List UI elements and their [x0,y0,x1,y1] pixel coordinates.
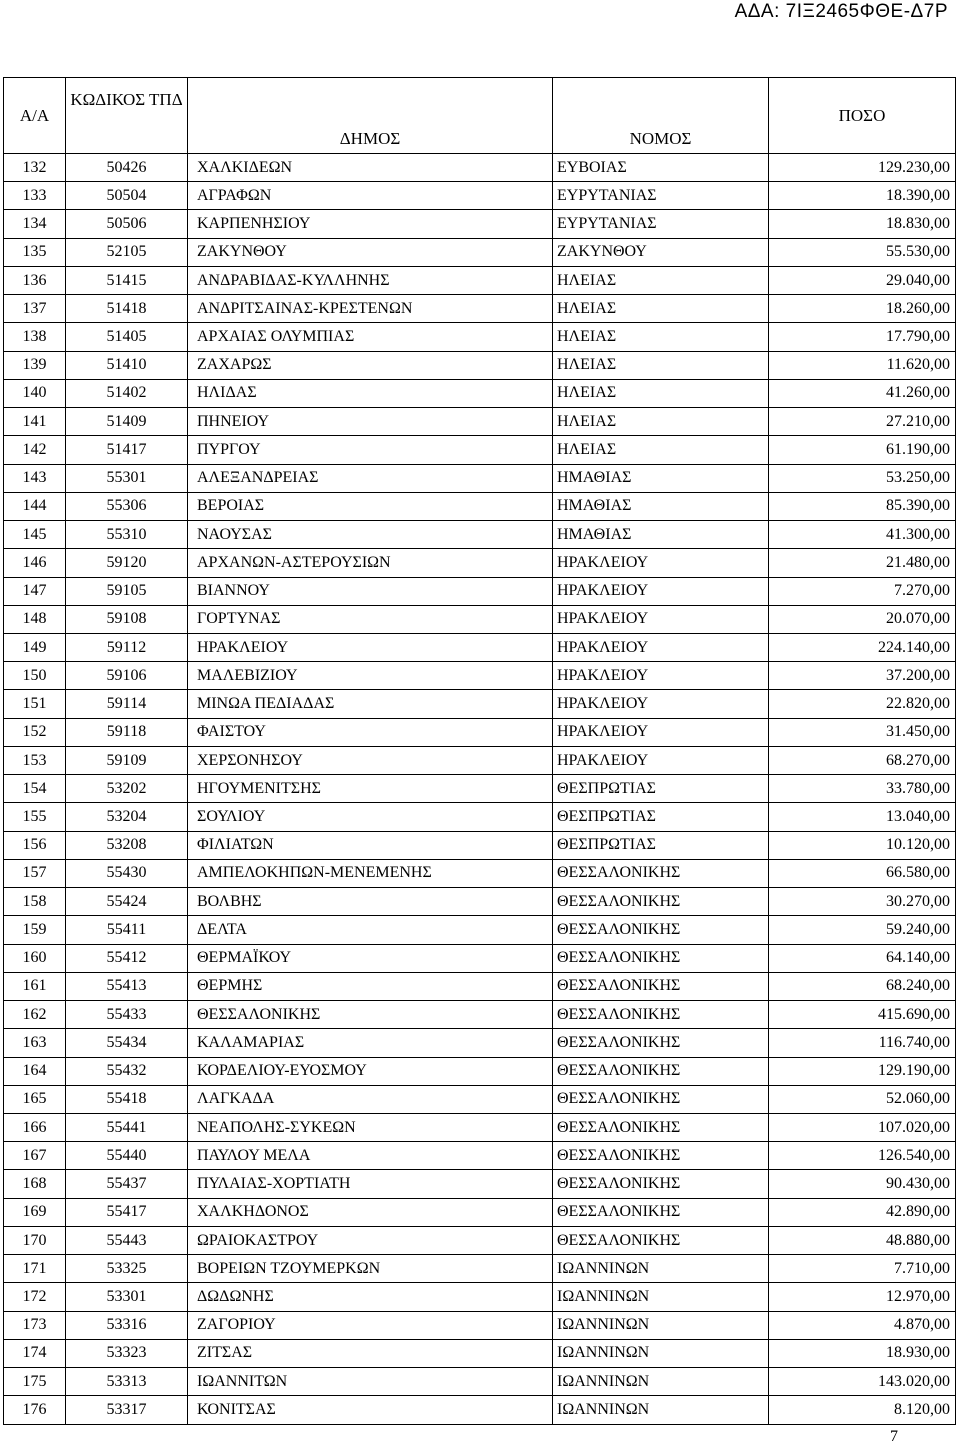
row-nomos-cell: ΘΕΣΠΡΩΤΙΑΣ [553,831,769,859]
table-row [4,408,956,436]
row-poso-cell: 59.240,00 [769,916,956,944]
row-dimos-cell: ΘΕΡΜΗΣ [188,972,553,1000]
row-nomos-cell: ΗΜΑΘΙΑΣ [553,521,769,549]
table-row [4,182,956,210]
row-poso-cell: 85.390,00 [769,492,956,520]
row-aa-cell: 174 [4,1339,66,1367]
row-nomos-cell: ΗΡΑΚΛΕΙΟΥ [553,718,769,746]
row-nomos-cell: ΘΕΣΣΑΛΟΝΙΚΗΣ [553,1113,769,1141]
row-dimos-cell: ΙΩΑΝΝΙΤΩΝ [188,1368,553,1396]
row-nomos-cell: ΗΡΑΚΛΕΙΟΥ [553,746,769,774]
row-code-cell: 55412 [66,944,188,972]
row-aa-cell: 160 [4,944,66,972]
row-poso-cell: 18.260,00 [769,295,956,323]
row-nomos-cell: ΗΜΑΘΙΑΣ [553,464,769,492]
row-dimos-cell: ΔΕΛΤΑ [188,916,553,944]
row-nomos-cell: ΙΩΑΝΝΙΝΩΝ [553,1255,769,1283]
row-code-cell: 51418 [66,295,188,323]
row-poso-cell: 11.620,00 [769,351,956,379]
row-nomos-cell: ΙΩΑΝΝΙΝΩΝ [553,1283,769,1311]
row-aa-cell: 146 [4,549,66,577]
row-dimos-cell: ΝΕΑΠΟΛΗΣ-ΣΥΚΕΩΝ [188,1113,553,1141]
row-dimos-cell: ΖΙΤΣΑΣ [188,1339,553,1367]
row-poso-cell: 33.780,00 [769,775,956,803]
table-row [4,492,956,520]
table-row [4,859,956,887]
table-header-row [4,78,956,154]
table-row [4,1368,956,1396]
row-dimos-cell: ΓΟΡΤΥΝΑΣ [188,605,553,633]
row-aa-cell: 171 [4,1255,66,1283]
row-nomos-cell: ΗΛΕΙΑΣ [553,379,769,407]
row-dimos-cell: ΑΝΔΡΙΤΣΑΙΝΑΣ-ΚΡΕΣΤΕΝΩΝ [188,295,553,323]
table-row [4,831,956,859]
row-nomos-cell: ΕΥΡΥΤΑΝΙΑΣ [553,182,769,210]
row-aa-cell: 143 [4,464,66,492]
row-code-cell: 51402 [66,379,188,407]
row-nomos-cell: ΘΕΣΣΑΛΟΝΙΚΗΣ [553,1085,769,1113]
row-aa-cell: 133 [4,182,66,210]
row-aa-cell: 167 [4,1142,66,1170]
row-code-cell: 55430 [66,859,188,887]
row-aa-cell: 140 [4,379,66,407]
row-code-cell: 55301 [66,464,188,492]
row-nomos-cell: ΘΕΣΣΑΛΟΝΙΚΗΣ [553,1057,769,1085]
row-poso-cell: 30.270,00 [769,888,956,916]
row-dimos-cell: ΑΡΧΑΝΩΝ-ΑΣΤΕΡΟΥΣΙΩΝ [188,549,553,577]
table-row [4,210,956,238]
row-dimos-cell: ΠΗΝΕΙΟΥ [188,408,553,436]
table-row [4,1311,956,1339]
row-dimos-cell: ΘΕΣΣΑΛΟΝΙΚΗΣ [188,1001,553,1029]
row-dimos-cell: ΑΓΡΑΦΩΝ [188,182,553,210]
row-poso-cell: 20.070,00 [769,605,956,633]
row-code-cell: 51410 [66,351,188,379]
table-row [4,154,956,182]
row-code-cell: 59105 [66,577,188,605]
row-code-cell: 55418 [66,1085,188,1113]
row-aa-cell: 144 [4,492,66,520]
row-dimos-cell: ΚΑΡΠΕΝΗΣΙΟΥ [188,210,553,238]
row-aa-cell: 150 [4,662,66,690]
table-row [4,1283,956,1311]
row-poso-cell: 61.190,00 [769,436,956,464]
row-aa-cell: 156 [4,831,66,859]
row-poso-cell: 10.120,00 [769,831,956,859]
row-dimos-cell: ΒΕΡΟΙΑΣ [188,492,553,520]
row-aa-cell: 166 [4,1113,66,1141]
row-aa-cell: 158 [4,888,66,916]
row-aa-cell: 132 [4,154,66,182]
row-code-cell: 55443 [66,1226,188,1254]
row-poso-cell: 107.020,00 [769,1113,956,1141]
row-poso-cell: 27.210,00 [769,408,956,436]
table-row [4,295,956,323]
row-poso-cell: 224.140,00 [769,633,956,661]
row-code-cell: 53301 [66,1283,188,1311]
row-aa-cell: 159 [4,916,66,944]
row-nomos-cell: ΗΜΑΘΙΑΣ [553,492,769,520]
row-poso-cell: 90.430,00 [769,1170,956,1198]
row-poso-cell: 29.040,00 [769,266,956,294]
table-row [4,916,956,944]
row-aa-cell: 173 [4,1311,66,1339]
row-code-cell: 53317 [66,1396,188,1424]
table-row [4,718,956,746]
row-poso-cell: 18.830,00 [769,210,956,238]
table-row [4,605,956,633]
row-dimos-cell: ΦΑΙΣΤΟΥ [188,718,553,746]
row-nomos-cell: ΗΛΕΙΑΣ [553,408,769,436]
row-dimos-cell: ΑΝΔΡΑΒΙΔΑΣ-ΚΥΛΛΗΝΗΣ [188,266,553,294]
row-poso-cell: 68.270,00 [769,746,956,774]
table-row [4,1057,956,1085]
row-code-cell: 53316 [66,1311,188,1339]
table-row [4,1198,956,1226]
row-poso-cell: 66.580,00 [769,859,956,887]
row-code-cell: 50426 [66,154,188,182]
row-poso-cell: 415.690,00 [769,1001,956,1029]
row-poso-cell: 52.060,00 [769,1085,956,1113]
row-code-cell: 55432 [66,1057,188,1085]
row-nomos-cell: ΗΛΕΙΑΣ [553,266,769,294]
row-dimos-cell: ΣΟΥΛΙΟΥ [188,803,553,831]
row-nomos-cell: ΘΕΣΣΑΛΟΝΙΚΗΣ [553,1226,769,1254]
row-code-cell: 59114 [66,690,188,718]
row-nomos-cell: ΗΡΑΚΛΕΙΟΥ [553,633,769,661]
table-row [4,888,956,916]
row-poso-cell: 42.890,00 [769,1198,956,1226]
row-poso-cell: 8.120,00 [769,1396,956,1424]
row-aa-cell: 170 [4,1226,66,1254]
row-code-cell: 59106 [66,662,188,690]
table-row [4,323,956,351]
row-nomos-cell: ΘΕΣΣΑΛΟΝΙΚΗΣ [553,888,769,916]
row-poso-cell: 12.970,00 [769,1283,956,1311]
row-dimos-cell: ΒΟΡΕΙΩΝ ΤΖΟΥΜΕΡΚΩΝ [188,1255,553,1283]
row-aa-cell: 154 [4,775,66,803]
allocation-table [3,77,956,1425]
row-poso-cell: 41.260,00 [769,379,956,407]
row-dimos-cell: ΑΛΕΞΑΝΔΡΕΙΑΣ [188,464,553,492]
row-code-cell: 55434 [66,1029,188,1057]
row-dimos-cell: ΝΑΟΥΣΑΣ [188,521,553,549]
row-poso-cell: 4.870,00 [769,1311,956,1339]
row-nomos-cell: ΗΡΑΚΛΕΙΟΥ [553,577,769,605]
row-poso-cell: 68.240,00 [769,972,956,1000]
row-nomos-cell: ΗΡΑΚΛΕΙΟΥ [553,605,769,633]
row-aa-cell: 145 [4,521,66,549]
row-poso-cell: 64.140,00 [769,944,956,972]
row-nomos-cell: ΗΡΑΚΛΕΙΟΥ [553,690,769,718]
row-dimos-cell: ΠΥΡΓΟΥ [188,436,553,464]
table-row [4,1226,956,1254]
table-row [4,1085,956,1113]
row-nomos-cell: ΕΥΡΥΤΑΝΙΑΣ [553,210,769,238]
row-code-cell: 55424 [66,888,188,916]
row-aa-cell: 138 [4,323,66,351]
row-aa-cell: 148 [4,605,66,633]
row-code-cell: 53202 [66,775,188,803]
row-aa-cell: 155 [4,803,66,831]
row-code-cell: 51417 [66,436,188,464]
row-dimos-cell: ΗΡΑΚΛΕΙΟΥ [188,633,553,661]
row-nomos-cell: ΘΕΣΣΑΛΟΝΙΚΗΣ [553,944,769,972]
col-header-code: ΚΩΔΙΚΟΣ ΤΠΔ [66,78,188,154]
col-header-poso: ΠΟΣΟ [769,78,956,154]
row-code-cell: 55417 [66,1198,188,1226]
row-nomos-cell: ΘΕΣΠΡΩΤΙΑΣ [553,775,769,803]
row-nomos-cell: ΘΕΣΣΑΛΟΝΙΚΗΣ [553,859,769,887]
page-number: 7 [890,1428,898,1445]
row-nomos-cell: ΗΛΕΙΑΣ [553,351,769,379]
table-row [4,1142,956,1170]
row-code-cell: 52105 [66,238,188,266]
table-row [4,944,956,972]
row-code-cell: 59108 [66,605,188,633]
row-dimos-cell: ΧΑΛΚΙΔΕΩΝ [188,154,553,182]
table-row [4,1170,956,1198]
table-row [4,464,956,492]
row-dimos-cell: ΚΟΡΔΕΛΙΟΥ-ΕΥΟΣΜΟΥ [188,1057,553,1085]
table-body [4,154,956,1425]
row-poso-cell: 55.530,00 [769,238,956,266]
row-code-cell: 51409 [66,408,188,436]
table-row [4,521,956,549]
row-poso-cell: 7.270,00 [769,577,956,605]
row-nomos-cell: ΘΕΣΣΑΛΟΝΙΚΗΣ [553,1170,769,1198]
row-dimos-cell: ΜΑΛΕΒΙΖΙΟΥ [188,662,553,690]
row-code-cell: 53325 [66,1255,188,1283]
row-nomos-cell: ΕΥΒΟΙΑΣ [553,154,769,182]
row-poso-cell: 41.300,00 [769,521,956,549]
row-nomos-cell: ΘΕΣΣΑΛΟΝΙΚΗΣ [553,1001,769,1029]
row-aa-cell: 172 [4,1283,66,1311]
row-aa-cell: 163 [4,1029,66,1057]
row-aa-cell: 149 [4,633,66,661]
table-row [4,1255,956,1283]
row-dimos-cell: ΑΡΧΑΙΑΣ ΟΛΥΜΠΙΑΣ [188,323,553,351]
table-row [4,662,956,690]
row-aa-cell: 161 [4,972,66,1000]
row-aa-cell: 169 [4,1198,66,1226]
row-code-cell: 55411 [66,916,188,944]
row-aa-cell: 162 [4,1001,66,1029]
row-code-cell: 50504 [66,182,188,210]
row-dimos-cell: ΗΓΟΥΜΕΝΙΤΣΗΣ [188,775,553,803]
row-aa-cell: 135 [4,238,66,266]
row-nomos-cell: ΘΕΣΠΡΩΤΙΑΣ [553,803,769,831]
row-aa-cell: 147 [4,577,66,605]
row-code-cell: 59112 [66,633,188,661]
row-code-cell: 51415 [66,266,188,294]
row-nomos-cell: ΘΕΣΣΑΛΟΝΙΚΗΣ [553,1029,769,1057]
row-nomos-cell: ΗΛΕΙΑΣ [553,323,769,351]
row-code-cell: 59109 [66,746,188,774]
row-aa-cell: 141 [4,408,66,436]
row-poso-cell: 116.740,00 [769,1029,956,1057]
row-dimos-cell: ΒΙΑΝΝΟΥ [188,577,553,605]
row-dimos-cell: ΗΛΙΔΑΣ [188,379,553,407]
row-aa-cell: 176 [4,1396,66,1424]
row-dimos-cell: ΠΑΥΛΟΥ ΜΕΛΑ [188,1142,553,1170]
row-poso-cell: 129.190,00 [769,1057,956,1085]
row-aa-cell: 136 [4,266,66,294]
row-dimos-cell: ΚΑΛΑΜΑΡΙΑΣ [188,1029,553,1057]
row-dimos-cell: ΧΑΛΚΗΔΟΝΟΣ [188,1198,553,1226]
row-code-cell: 53323 [66,1339,188,1367]
row-dimos-cell: ΛΑΓΚΑΔΑ [188,1085,553,1113]
row-nomos-cell: ΗΡΑΚΛΕΙΟΥ [553,662,769,690]
row-aa-cell: 164 [4,1057,66,1085]
table-row [4,549,956,577]
row-aa-cell: 152 [4,718,66,746]
row-dimos-cell: ΘΕΡΜΑΪΚΟΥ [188,944,553,972]
row-nomos-cell: ΖΑΚΥΝΘΟΥ [553,238,769,266]
row-code-cell: 53208 [66,831,188,859]
row-poso-cell: 48.880,00 [769,1226,956,1254]
row-dimos-cell: ΠΥΛΑΙΑΣ-ΧΟΡΤΙΑΤΗ [188,1170,553,1198]
row-poso-cell: 18.930,00 [769,1339,956,1367]
table-row [4,266,956,294]
table-row [4,775,956,803]
table-row [4,1339,956,1367]
row-code-cell: 55433 [66,1001,188,1029]
row-poso-cell: 143.020,00 [769,1368,956,1396]
row-dimos-cell: ΔΩΔΩΝΗΣ [188,1283,553,1311]
col-header-aa: Α/Α [4,78,66,154]
row-code-cell: 59120 [66,549,188,577]
table-row [4,803,956,831]
row-code-cell: 53313 [66,1368,188,1396]
table-row [4,436,956,464]
ada-code: ΑΔΑ: 7ΙΞ2465ΦΘΕ-Δ7Ρ [734,1,948,22]
row-poso-cell: 7.710,00 [769,1255,956,1283]
row-code-cell: 55306 [66,492,188,520]
row-nomos-cell: ΗΛΕΙΑΣ [553,436,769,464]
row-aa-cell: 139 [4,351,66,379]
row-aa-cell: 134 [4,210,66,238]
row-dimos-cell: ΦΙΛΙΑΤΩΝ [188,831,553,859]
table-row [4,1396,956,1424]
row-code-cell: 55441 [66,1113,188,1141]
row-poso-cell: 13.040,00 [769,803,956,831]
table-row [4,351,956,379]
row-nomos-cell: ΘΕΣΣΑΛΟΝΙΚΗΣ [553,1142,769,1170]
table-row [4,690,956,718]
table-row [4,972,956,1000]
row-aa-cell: 168 [4,1170,66,1198]
row-poso-cell: 53.250,00 [769,464,956,492]
row-nomos-cell: ΗΛΕΙΑΣ [553,295,769,323]
row-code-cell: 55437 [66,1170,188,1198]
row-nomos-cell: ΘΕΣΣΑΛΟΝΙΚΗΣ [553,916,769,944]
table-row [4,577,956,605]
table-row [4,379,956,407]
row-poso-cell: 31.450,00 [769,718,956,746]
row-code-cell: 51405 [66,323,188,351]
table-row [4,238,956,266]
row-poso-cell: 17.790,00 [769,323,956,351]
row-nomos-cell: ΙΩΑΝΝΙΝΩΝ [553,1311,769,1339]
row-poso-cell: 37.200,00 [769,662,956,690]
row-nomos-cell: ΙΩΑΝΝΙΝΩΝ [553,1396,769,1424]
row-code-cell: 55310 [66,521,188,549]
row-poso-cell: 22.820,00 [769,690,956,718]
row-poso-cell: 129.230,00 [769,154,956,182]
table-row [4,1001,956,1029]
row-code-cell: 55413 [66,972,188,1000]
row-dimos-cell: ΖΑΚΥΝΘΟΥ [188,238,553,266]
col-header-nomos: ΝΟΜΟΣ [553,78,769,154]
row-aa-cell: 153 [4,746,66,774]
row-nomos-cell: ΗΡΑΚΛΕΙΟΥ [553,549,769,577]
row-aa-cell: 151 [4,690,66,718]
row-nomos-cell: ΘΕΣΣΑΛΟΝΙΚΗΣ [553,1198,769,1226]
row-aa-cell: 165 [4,1085,66,1113]
row-code-cell: 55440 [66,1142,188,1170]
row-aa-cell: 157 [4,859,66,887]
row-poso-cell: 21.480,00 [769,549,956,577]
row-dimos-cell: ΖΑΓΟΡΙΟΥ [188,1311,553,1339]
row-dimos-cell: ΒΟΛΒΗΣ [188,888,553,916]
row-code-cell: 53204 [66,803,188,831]
table-row [4,746,956,774]
col-header-dimos: ΔΗΜΟΣ [188,78,553,154]
row-dimos-cell: ΜΙΝΩΑ ΠΕΔΙΑΔΑΣ [188,690,553,718]
row-aa-cell: 175 [4,1368,66,1396]
row-dimos-cell: ΩΡΑΙΟΚΑΣΤΡΟΥ [188,1226,553,1254]
row-code-cell: 50506 [66,210,188,238]
table-row [4,1113,956,1141]
row-aa-cell: 137 [4,295,66,323]
row-dimos-cell: ΑΜΠΕΛΟΚΗΠΩΝ-ΜΕΝΕΜΕΝΗΣ [188,859,553,887]
row-poso-cell: 18.390,00 [769,182,956,210]
row-nomos-cell: ΙΩΑΝΝΙΝΩΝ [553,1368,769,1396]
row-nomos-cell: ΙΩΑΝΝΙΝΩΝ [553,1339,769,1367]
row-aa-cell: 142 [4,436,66,464]
table-row [4,1029,956,1057]
table-row [4,633,956,661]
row-dimos-cell: ΖΑΧΑΡΩΣ [188,351,553,379]
row-dimos-cell: ΚΟΝΙΤΣΑΣ [188,1396,553,1424]
row-poso-cell: 126.540,00 [769,1142,956,1170]
row-nomos-cell: ΘΕΣΣΑΛΟΝΙΚΗΣ [553,972,769,1000]
row-dimos-cell: ΧΕΡΣΟΝΗΣΟΥ [188,746,553,774]
row-code-cell: 59118 [66,718,188,746]
